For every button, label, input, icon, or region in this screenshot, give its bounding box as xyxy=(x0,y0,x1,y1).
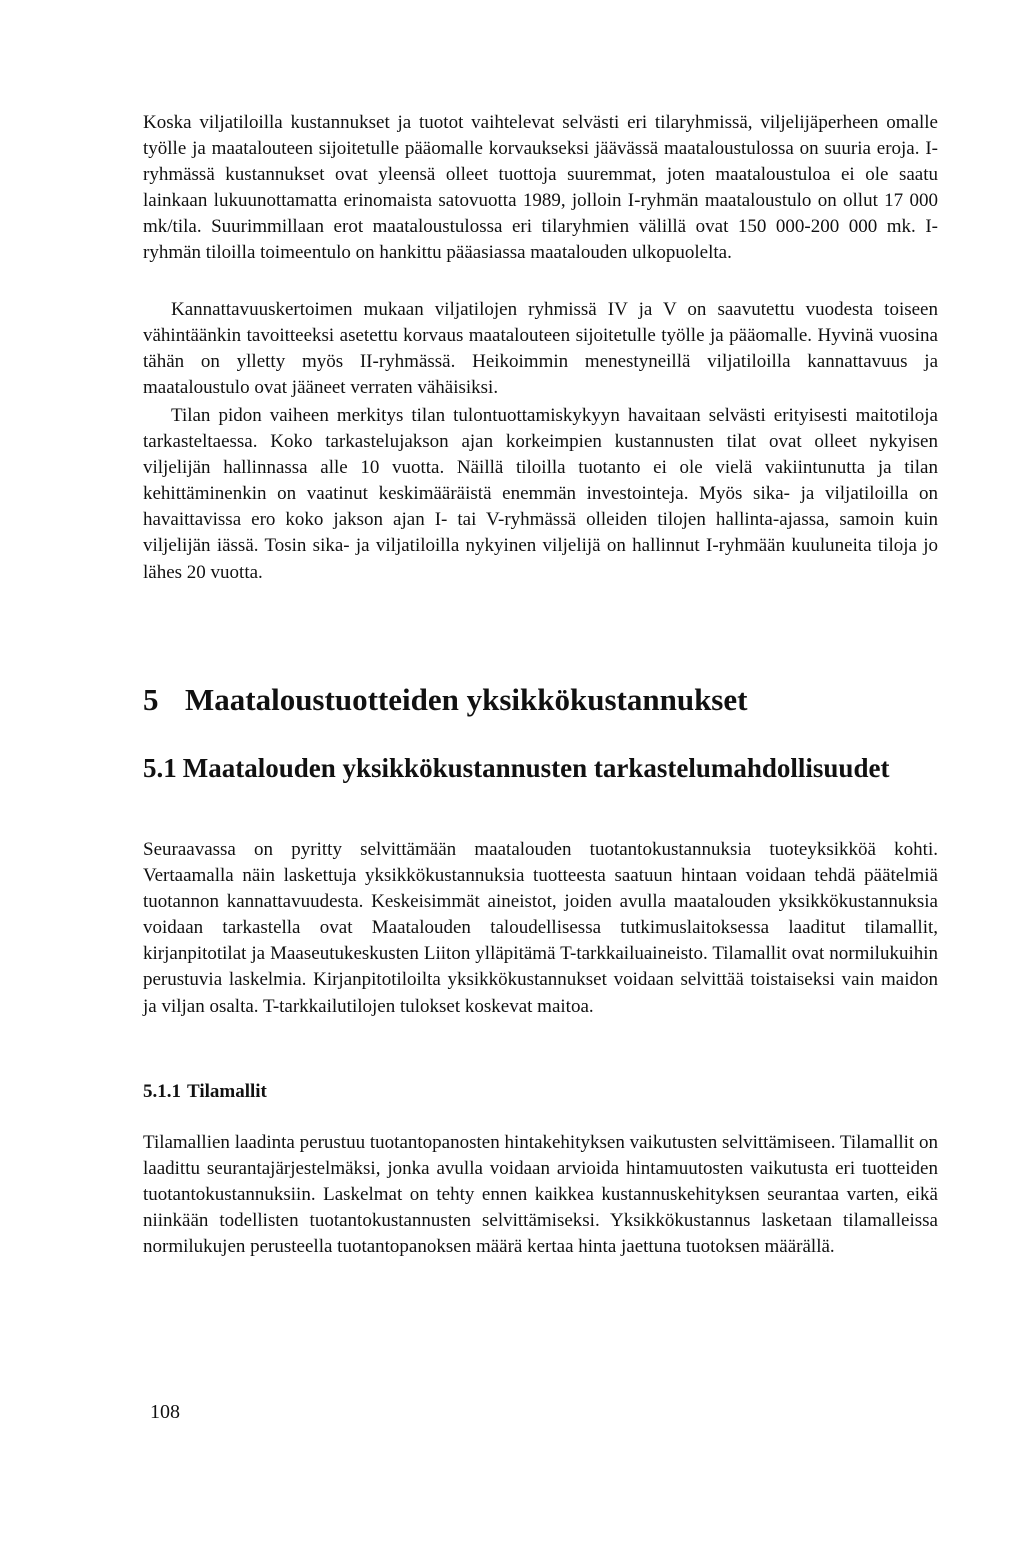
chapter-title: Maataloustuotteiden yksikkökustannukset xyxy=(185,682,748,717)
subsection-number: 5.1.1 xyxy=(143,1081,181,1102)
chapter-heading xyxy=(143,682,938,718)
subsection-paragraph-1: Tilamallien laadinta perustuu tuotantopanosten hintakehityksen vaikutusten selvittämiseen. Tilamallit on laadittu seurantajärjestelmäksi, jonka avulla voidaan arvioida hintamuutosten vaikutusta eri tuotteiden tuotantokustannuksiin. Laskelmat on tehty ennen kaikkea kustannuskehityksen seurantaa varten, eikä niinkään todellisten tuotantokustannusten selvittämiseksi. Yksikkökustannus lasketaan tilamalleissa normilukujen perusteella tuotantopanoksen määrä kertaa hinta jaettuna tuotoksen määrällä. xyxy=(143,1132,938,1258)
body-paragraph-1: Koska viljatiloilla kustannukset ja tuotot vaihtelevat selvästi eri tilaryhmissä, viljelijäperheen omalle työlle ja maatalouteen sijoitetulle pääomalle korvaukseksi jäävässä maataloustulossa on suuria eroja. I-ryhmässä kustannukset ovat yleensä olleet tuottoja suuremmat, joten maataloustuloa ei ole saatu lainkaan lukuunottamatta erinomaista satovuotta 1989, jolloin I-ryhmän maataloustulo on ollut 17 000 mk/tila. Suurimmillaan erot maataloustulossa eri tilaryhmien välillä ovat 150 000-200 000 mk. I-ryhmän tiloilla toimeentulo on hankittu pääasiassa maatalouden ulkopuolelta. xyxy=(143,112,938,264)
page-number: 108 xyxy=(150,1401,180,1423)
section-number: 5.1 xyxy=(143,753,177,783)
subsection-title: Tilamallit xyxy=(187,1081,267,1102)
subsection-heading xyxy=(143,1079,938,1105)
section-heading xyxy=(143,752,938,784)
body-paragraph-2: Kannattavuuskertoimen mukaan viljatilojen ryhmissä IV ja V on saavutettu vuodesta toiseen vähintäänkin tavoitteeksi asetettu korvaus maatalouteen sijoitetulle työlle ja pääomalle. Hyvinä vuosina tähän on ylletty myös II-ryhmässä. Heikoimmin menestyneillä viljatiloilla kannattavuus ja maataloustulo ovat jääneet verraten vähäisiksi. xyxy=(143,299,938,399)
chapter-number: 5 xyxy=(143,682,159,717)
body-paragraph-3: Tilan pidon vaiheen merkitys tilan tulontuottamiskykyyn havaitaan selvästi erityisesti maitotiloja tarkasteltaessa. Koko tarkastelujakson ajan korkeimpien kustannusten tilat ovat olleet nykyisen viljelijän hallinnassa alle 10 vuotta. Näillä tiloilla tuotanto ei ole vielä vakiintunutta ja tilan kehittäminenkin on vaatinut keskimääräistä enemmän investointeja. Myös sika- ja viljatiloilla on havaittavissa ero koko jakson ajan I- tai V-ryhmässä olleiden tilojen hallinta-ajassa, samoin kuin viljelijän iässä. Tosin sika- ja viljatiloilla nykyinen viljelijä on hallinnut I-ryhmään kuuluneita tiloja jo lähes 20 vuotta. xyxy=(143,405,938,583)
section-paragraph-1: Seuraavassa on pyritty selvittämään maatalouden tuotantokustannuksia tuoteyksikköä kohti. Vertaamalla näin laskettuja yksikkökustannuksia tuotteesta saatuun hintaan voidaan tehdä päätelmiä tuotannon kannattavuudesta. Keskeisimmät aineistot, joiden avulla maatalouden yksikkökustannuksia voidaan tarkastella ovat Maatalouden taloudellisessa tutkimuslaitoksessa laaditut tilamallit, kirjanpitotilat ja Maaseutukeskusten Liiton ylläpitämä T-tarkkailuaineisto. Tilamallit ovat normilukuihin perustuvia laskelmia. Kirjanpitotiloilta yksikkökustannukset voidaan selvittää toistaiseksi vain maidon ja viljan osalta. T-tarkkailutilojen tulokset koskevat maitoa. xyxy=(143,839,938,1017)
section-title: Maatalouden yksikkökustannusten tarkastelumahdollisuudet xyxy=(182,753,890,783)
